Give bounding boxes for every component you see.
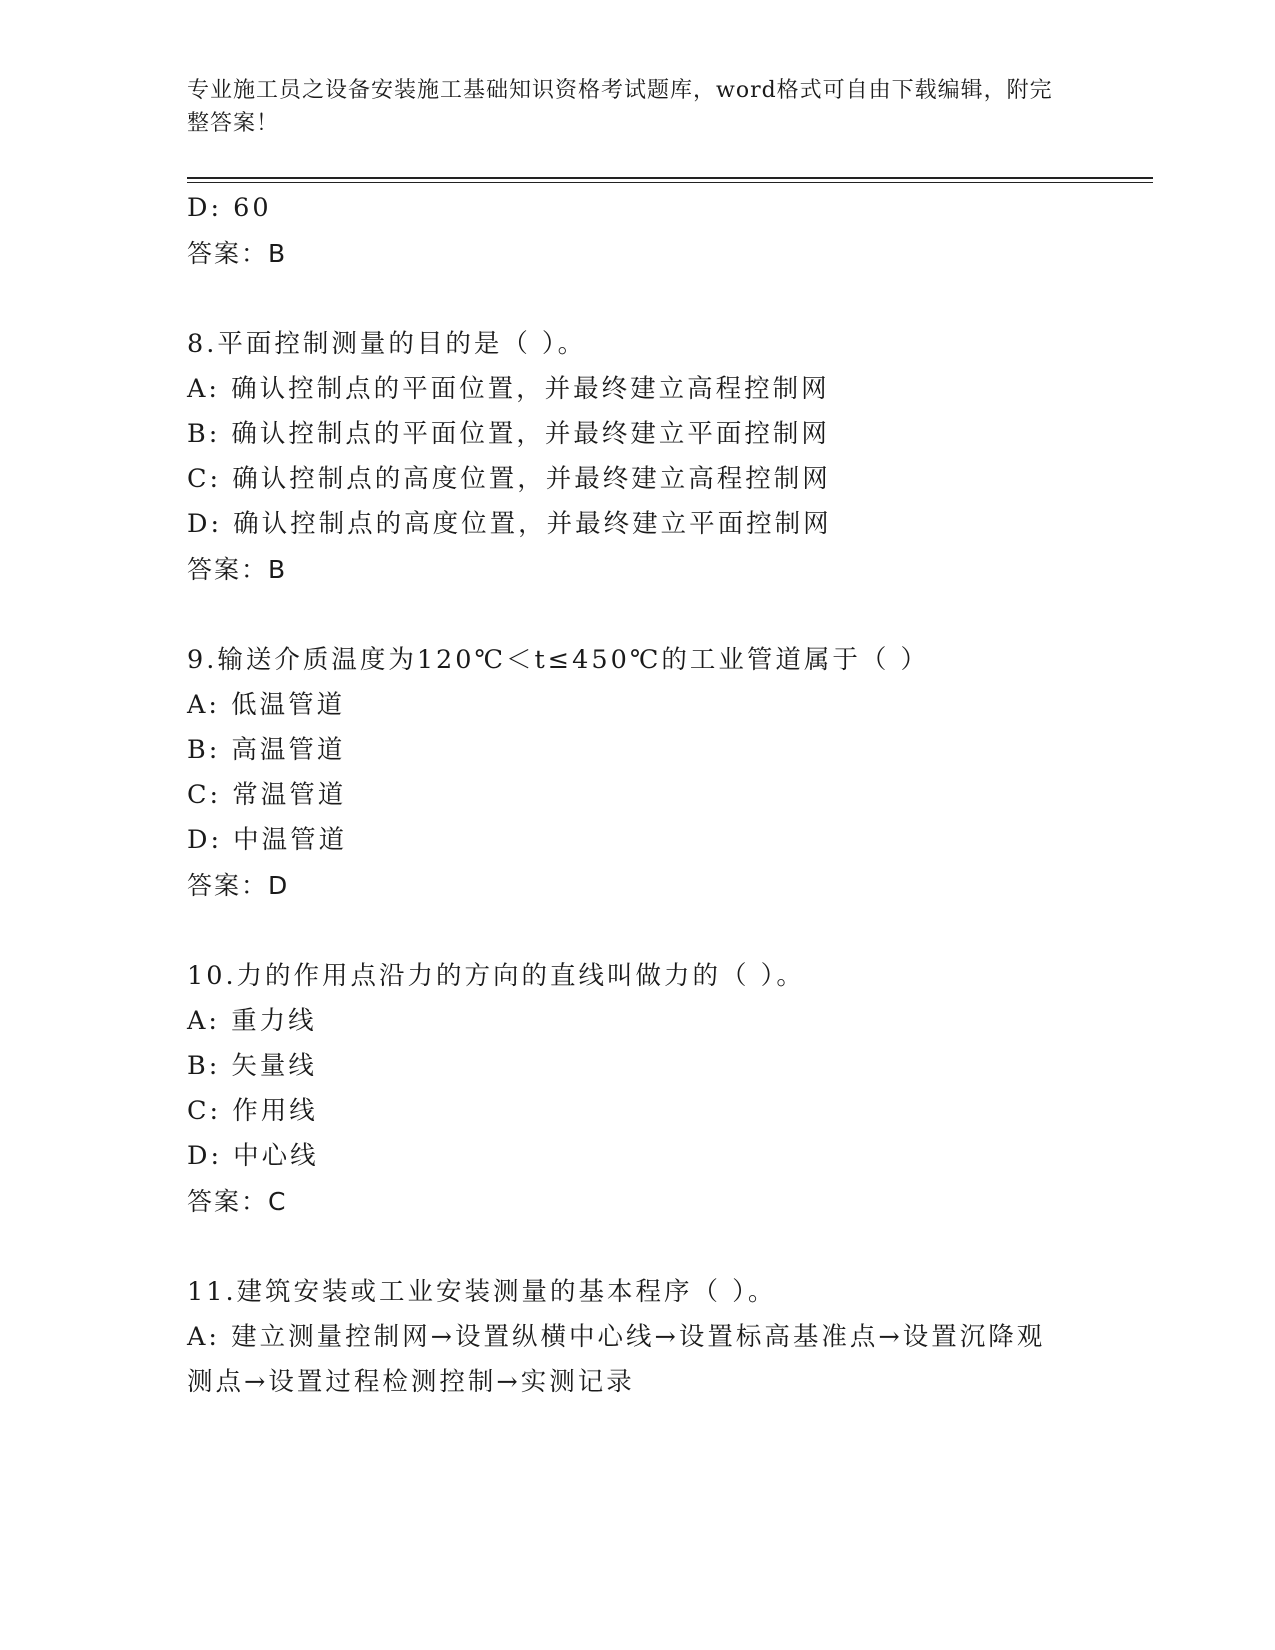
option-a: A: 重力线	[187, 1006, 317, 1036]
answer-line: 答案：B	[187, 239, 288, 268]
option-a: A: 确认控制点的平面位置，并最终建立高程控制网	[187, 374, 830, 404]
question-stem: 8.平面控制测量的目的是（ ）。	[187, 329, 587, 359]
spacer	[187, 908, 1087, 954]
option-c: C: 确认控制点的高度位置，并最终建立高程控制网	[187, 464, 831, 494]
option-b: B: 确认控制点的平面位置，并最终建立平面控制网	[187, 419, 830, 449]
option-d: D: 中心线	[187, 1141, 319, 1171]
answer-line: 答案：B	[187, 555, 288, 584]
option-a: A: 低温管道	[187, 690, 346, 720]
question-stem: 9.输送介质温度为120℃＜t≤450℃的工业管道属于（ ）	[187, 645, 929, 675]
spacer	[187, 1224, 1087, 1270]
option-c: C: 作用线	[187, 1096, 318, 1126]
question-block-11	[187, 1270, 1087, 1405]
option-b: B: 高温管道	[187, 735, 346, 765]
question-list	[187, 186, 1087, 1405]
header-divider-thick	[187, 177, 1153, 179]
document-header: 专业施工员之设备安装施工基础知识资格考试题库，word格式可自由下载编辑，附完整答案！	[187, 78, 1053, 136]
answer-line: 答案：D	[187, 871, 290, 900]
question-block-10	[187, 954, 1087, 1224]
option-d: D: 中温管道	[187, 825, 348, 855]
spacer	[187, 276, 1087, 322]
spacer	[187, 592, 1087, 638]
option-a: A: 建立测量控制网→设置纵横中心线→设置标高基准点→设置沉降观测点→设置过程检测控制→实测记录	[187, 1322, 1046, 1397]
option-c: C: 常温管道	[187, 780, 347, 810]
option-b: B: 矢量线	[187, 1051, 317, 1081]
option-d: D: 60	[187, 193, 272, 223]
question-block-8	[187, 322, 1087, 592]
question-stem: 10.力的作用点沿力的方向的直线叫做力的（ ）。	[187, 961, 805, 991]
header-divider-thin	[187, 182, 1153, 183]
question-stem: 11.建筑安装或工业安装测量的基本程序（ ）。	[187, 1277, 777, 1307]
question-block-9	[187, 638, 1087, 908]
option-d: D: 确认控制点的高度位置，并最终建立平面控制网	[187, 509, 832, 539]
answer-line: 答案：C	[187, 1187, 288, 1216]
